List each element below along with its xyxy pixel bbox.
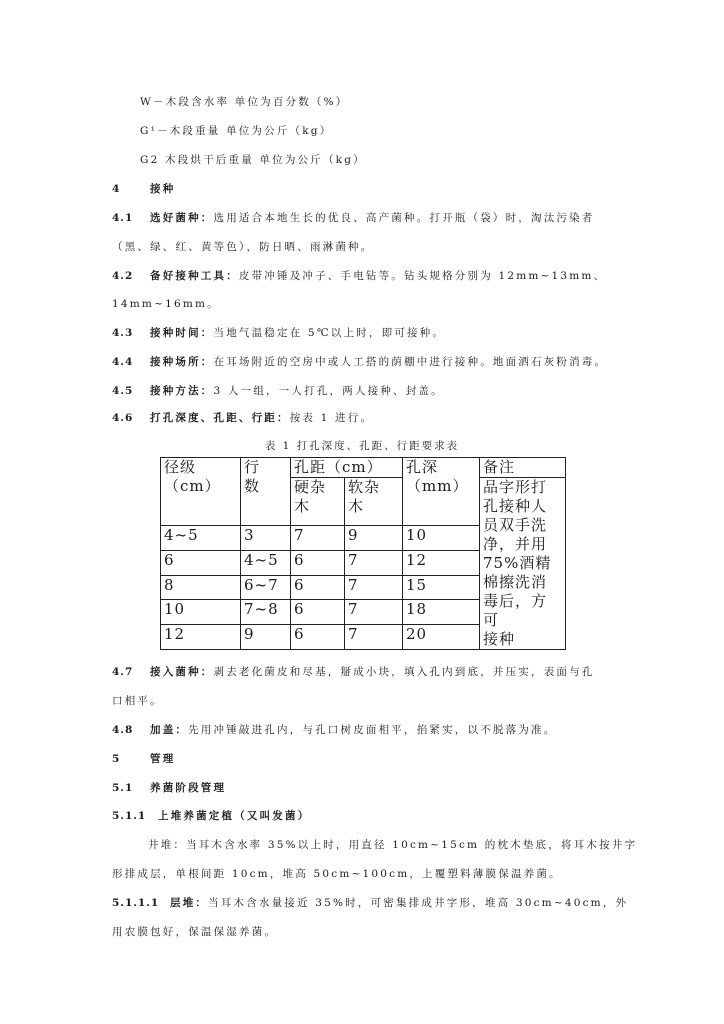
clause-title: 上堆养菌定植（又叫发菌） [158,810,311,822]
clause-4-6 [112,410,373,425]
clause-5-1-1-1 [112,895,628,910]
clause-4-7 [112,664,595,679]
table-caption: 表 1 打孔深度、孔距、行距要求表 [264,440,460,452]
clause-text: 当耳木含水量接近 35%时，可密集排成井字形，堆高 30cm~40cm，外 [208,897,629,909]
clause-title: 选好菌种： [150,212,214,224]
requirements-table [160,457,566,650]
clause-title: 接种方法： [150,385,214,397]
clause-text: 皮带冲锤及冲子、手电钻等。钻头规格分别为 12mm~13mm、 [238,270,607,282]
clause-4-7-cont: 口相平。 [112,695,163,707]
section-number: 5 [112,753,121,765]
clause-text: 先用冲锤敲进孔内，与孔口树皮面相平，掐紧实，以不脱落为准。 [188,724,557,736]
clause-number: 5.1.1.1 [112,897,160,909]
header-depth: 孔深 （mm） [403,458,480,526]
section-title: 接种 [150,183,176,195]
section-number: 4 [112,183,121,195]
section-4-heading [112,181,175,196]
clause-5-1 [112,780,226,795]
section-title: 管理 [150,753,176,765]
clause-text: 剥去老化菌皮和尽基，掰成小块，填入孔内到底，并压实，表面与孔 [213,666,595,678]
table-row: 8 6~7 6 7 15 [161,575,566,600]
formula-var-g2: G2 木段烘干后重量 单位为公斤（kg） [140,154,366,166]
clause-title: 接种时间： [150,327,214,339]
header-rows: 行 数 [241,458,291,526]
clause-5-1-1-1-cont: 用农膜包好，保温保湿养菌。 [112,926,278,938]
paragraph-stacking-cont: 形排成层，单根间距 10cm，堆高 50cm~100cm，上覆塑料薄膜保温养菌。 [112,868,562,880]
clause-4-2-cont: 14mm~16mm。 [112,298,220,310]
clause-number: 4.5 [112,385,134,397]
section-5-heading [112,751,175,766]
header-hardwood: 硬杂 木 [291,478,345,526]
formula-var-g1: G¹－木段重量 单位为公斤（kg） [140,125,333,137]
clause-title: 打孔深度、孔距、行距： [150,412,290,424]
clause-title: 加盖： [150,724,189,736]
clause-number: 5.1.1 [112,810,147,822]
note-cell: 品字形打 孔接种人 员双手洗 净，并用 75%酒精 棉擦洗消 毒后，方可 接种 [480,478,566,650]
clause-4-2 [112,268,606,283]
clause-title: 层堆： [170,897,209,909]
clause-text: 按表 1 进行。 [289,412,374,424]
clause-text: 在耳场附近的空房中或人工搭的荫棚中进行接种。地面洒石灰粉消毒。 [213,356,608,368]
clause-4-4 [112,354,607,369]
clause-title: 备好接种工具： [150,270,239,282]
formula-var-w: W－木段含水率 单位为百分数（%） [140,96,349,108]
paragraph-stacking: 井堆：当耳木含水率 35%以上时，用直径 10cm~15cm 的枕木垫底，将耳木按井字 [148,839,638,851]
clause-title: 接种场所： [150,356,214,368]
table-row: 12 9 6 7 20 [161,625,566,650]
header-diameter: 径级（cm） [161,458,241,526]
clause-number: 4.6 [112,412,134,424]
clause-text: 当地气温稳定在 5℃以上时，即可接种。 [213,327,446,339]
clause-number: 4.1 [112,212,134,224]
clause-text: 3 人一组，一人打孔，两人接种、封盖。 [213,385,444,397]
table-row: 4~5 3 7 9 10 [161,526,566,551]
table-row: 6 4~5 6 7 12 [161,550,566,575]
clause-4-8 [112,722,556,737]
clause-4-1 [112,210,595,225]
clause-number: 4.2 [112,270,134,282]
clause-number: 4.8 [112,724,134,736]
clause-4-5 [112,383,444,398]
clause-number: 4.4 [112,356,134,368]
clause-title: 接入菌种： [150,666,214,678]
clause-4-1-cont: （黑、绿、红、黄等色），防日晒、雨淋菌种。 [112,241,374,253]
clause-title: 养菌阶段管理 [150,782,227,794]
clause-5-1-1 [112,808,310,823]
header-softwood: 软杂 木 [345,478,403,526]
clause-number: 4.7 [112,666,134,678]
clause-4-3 [112,325,445,340]
clause-text: 选用适合本地生长的优良、高产菌种。打开瓶（袋）时，淘汰污染者 [213,212,595,224]
header-spacing: 孔距（cm） [291,458,403,478]
table-row: 10 7~8 6 7 18 [161,600,566,625]
header-note: 备注 [480,458,566,478]
clause-number: 4.3 [112,327,134,339]
clause-number: 5.1 [112,782,134,794]
